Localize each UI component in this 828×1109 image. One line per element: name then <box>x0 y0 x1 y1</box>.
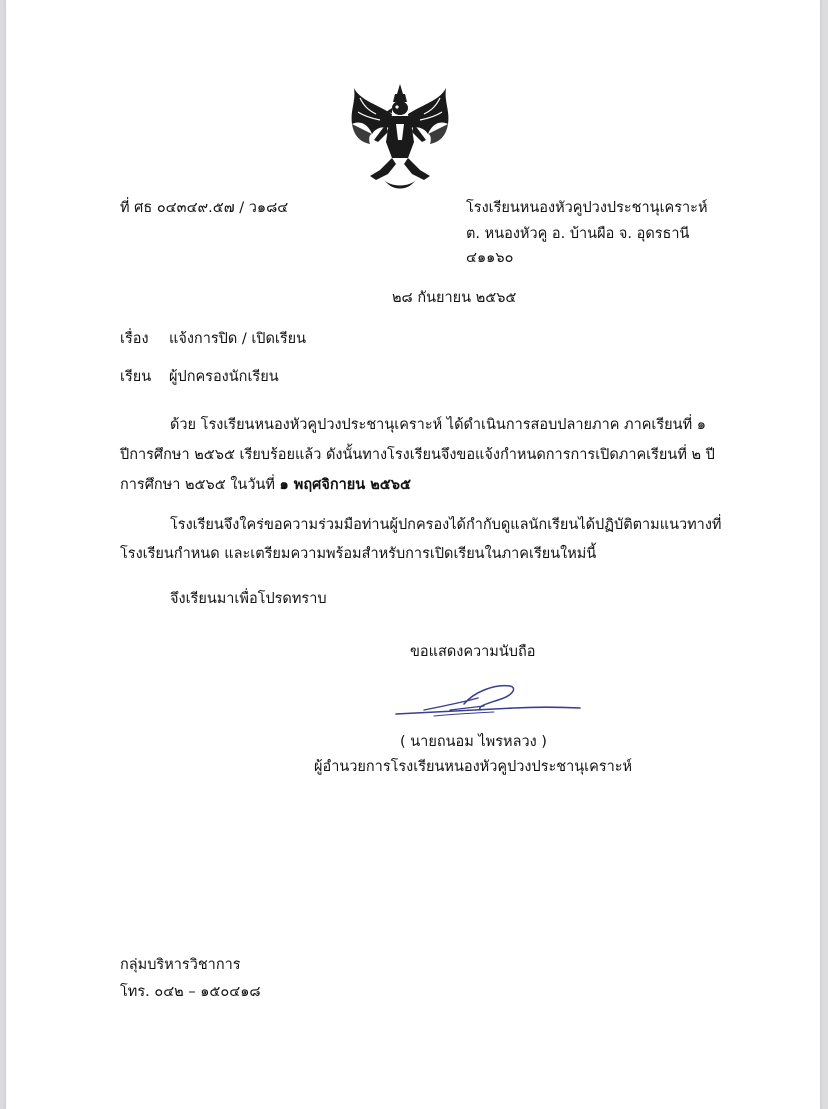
postcode: ๔๑๑๖๐ <box>466 250 514 266</box>
subject-label: เรื่อง <box>120 331 149 347</box>
signer-title: ผู้อำนวยการโรงเรียนหนองหัวคูปวงประชานุเคราะห์ <box>314 759 633 775</box>
reopen-date: ๑ พฤศจิกายน ๒๕๖๕ <box>279 477 411 493</box>
closing-regards: ขอแสดงความนับถือ <box>410 644 536 660</box>
phone-number: โทร. ๐๔๒ – ๑๕๐๔๑๘ <box>120 984 261 1000</box>
recipient-text: ผู้ปกครองนักเรียน <box>169 369 279 385</box>
school-name: โรงเรียนหนองหัวคูปวงประชานุเคราะห์ <box>466 200 708 216</box>
body-paragraph-1-line-1: ด้วย โรงเรียนหนองหัวคูปวงประชานุเคราะห์ ได้ดำเนินการสอบปลายภาค ภาคเรียนที่ ๑ <box>170 417 706 433</box>
letter-page <box>6 0 820 1109</box>
department: กลุ่มบริหารวิชาการ <box>120 957 241 973</box>
body-paragraph-2-line-2: โรงเรียนกำหนด และเตรียมความพร้อมสำหรับการเปิดเรียนในภาคเรียนใหม่นี้ <box>120 546 597 562</box>
reference-number: ที่ ศธ ๐๔๓๔๙.๕๗ / ว๑๘๔ <box>120 200 289 216</box>
signer-name: ( นายถนอม ไพรหลวง ) <box>400 734 547 750</box>
body-paragraph-1-line-3 <box>120 477 411 494</box>
body-paragraph-3: จึงเรียนมาเพื่อโปรดทราบ <box>170 591 327 607</box>
signature-image <box>394 680 584 722</box>
letter-date: ๒๘ กันยายน ๒๕๖๕ <box>392 290 517 306</box>
body-paragraph-1-line-2: ปีการศึกษา ๒๕๖๕ เรียบร้อยแล้ว ดังนั้นทางโรงเรียนจึงขอแจ้งกำหนดการการเปิดภาคเรียนที่ ๒ ปี <box>120 447 715 463</box>
subject-text: แจ้งการปิด / เปิดเรียน <box>169 331 307 347</box>
reopen-date-prefix: การศึกษา ๒๕๖๕ ในวันที่ <box>120 477 275 493</box>
recipient-label: เรียน <box>120 369 152 385</box>
garuda-emblem-icon <box>346 80 454 192</box>
body-paragraph-2-line-1: โรงเรียนจึงใคร่ขอความร่วมมือท่านผู้ปกครองได้กำกับดูแลนักเรียนได้ปฏิบัติตามแนวทางที่ <box>170 517 722 533</box>
school-address: ต. หนองหัวคู อ. บ้านผือ จ. อุดรธานี <box>466 226 690 242</box>
